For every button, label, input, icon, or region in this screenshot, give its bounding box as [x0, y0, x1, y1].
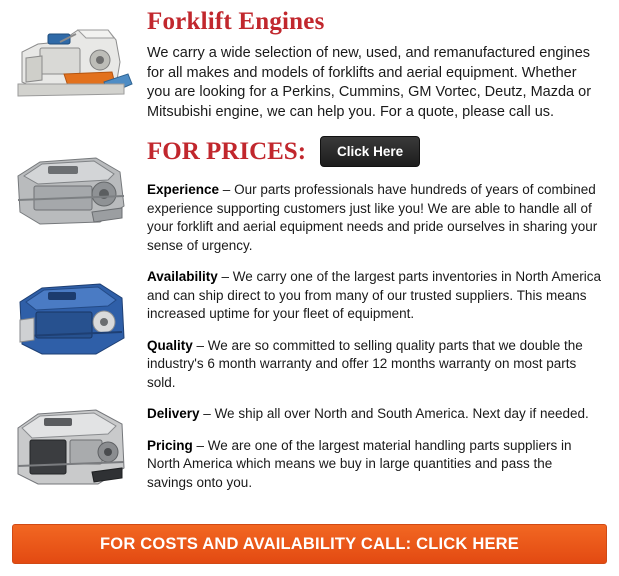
page-title: Forklift Engines	[147, 8, 325, 35]
feature-delivery-dash: –	[199, 406, 215, 421]
feature-quality-dash: –	[192, 337, 208, 353]
feature-pricing-dash: –	[192, 437, 208, 453]
forklift-engine-photo-2[interactable]	[4, 132, 139, 242]
forklift-engine-photo-1[interactable]	[4, 4, 139, 114]
forklift-engine-photo-3[interactable]	[4, 260, 139, 370]
intro-paragraph: We carry a wide selection of new, used, and remanufactured engines for all makes and models of forklifts and aerial equipment. Whether you are looking for a Perkins, Cummins, GM Vortec, Deutz, Mazda or Mitsubishi engine, we can help you. For a quote, please call us.	[147, 45, 592, 120]
feature-availability	[147, 268, 601, 324]
forklift-engine-photo-4[interactable]	[4, 388, 139, 498]
main-column	[143, 0, 619, 516]
feature-experience-heading: Experience	[147, 182, 220, 197]
feature-availability-dash: –	[217, 269, 233, 284]
feature-availability-body: We carry one of the largest parts inventories in North America and can ship direct to you from many of our trusted suppliers. This means increased uptime for your fleet of equipment.	[147, 269, 601, 321]
feature-experience-body: Our parts professionals have hundreds of years of combined experience supporting customers just like you! We are able to handle all of your forklift and aerial equipment needs and pride ourselves in sharing your sense of urgency.	[147, 182, 598, 253]
feature-pricing-heading: Pricing	[147, 437, 193, 453]
feature-availability-heading: Availability	[147, 269, 218, 284]
engine-photo-gallery	[0, 0, 143, 516]
feature-delivery	[147, 405, 601, 424]
feature-pricing-body: We are one of the largest material handling parts suppliers in North America which means we buy in large quantities and pass the savings onto you.	[147, 437, 572, 490]
call-to-action-banner[interactable]: FOR COSTS AND AVAILABILITY CALL: CLICK HERE	[12, 524, 607, 564]
click-here-button[interactable]: Click Here	[320, 136, 420, 167]
feature-pricing	[147, 437, 601, 493]
feature-quality-heading: Quality	[147, 337, 193, 353]
for-prices-row	[147, 136, 601, 167]
feature-quality-body: We are so committed to selling quality parts that we double the industry's 6 month warranty and offer 12 months warranty on most parts sold.	[147, 337, 583, 390]
feature-quality	[147, 337, 601, 393]
feature-delivery-heading: Delivery	[147, 406, 200, 421]
for-prices-label: FOR PRICES:	[147, 137, 307, 165]
feature-experience	[147, 181, 601, 255]
feature-experience-dash: –	[219, 182, 235, 197]
feature-delivery-body: We ship all over North and South America. Next day if needed.	[214, 406, 589, 421]
